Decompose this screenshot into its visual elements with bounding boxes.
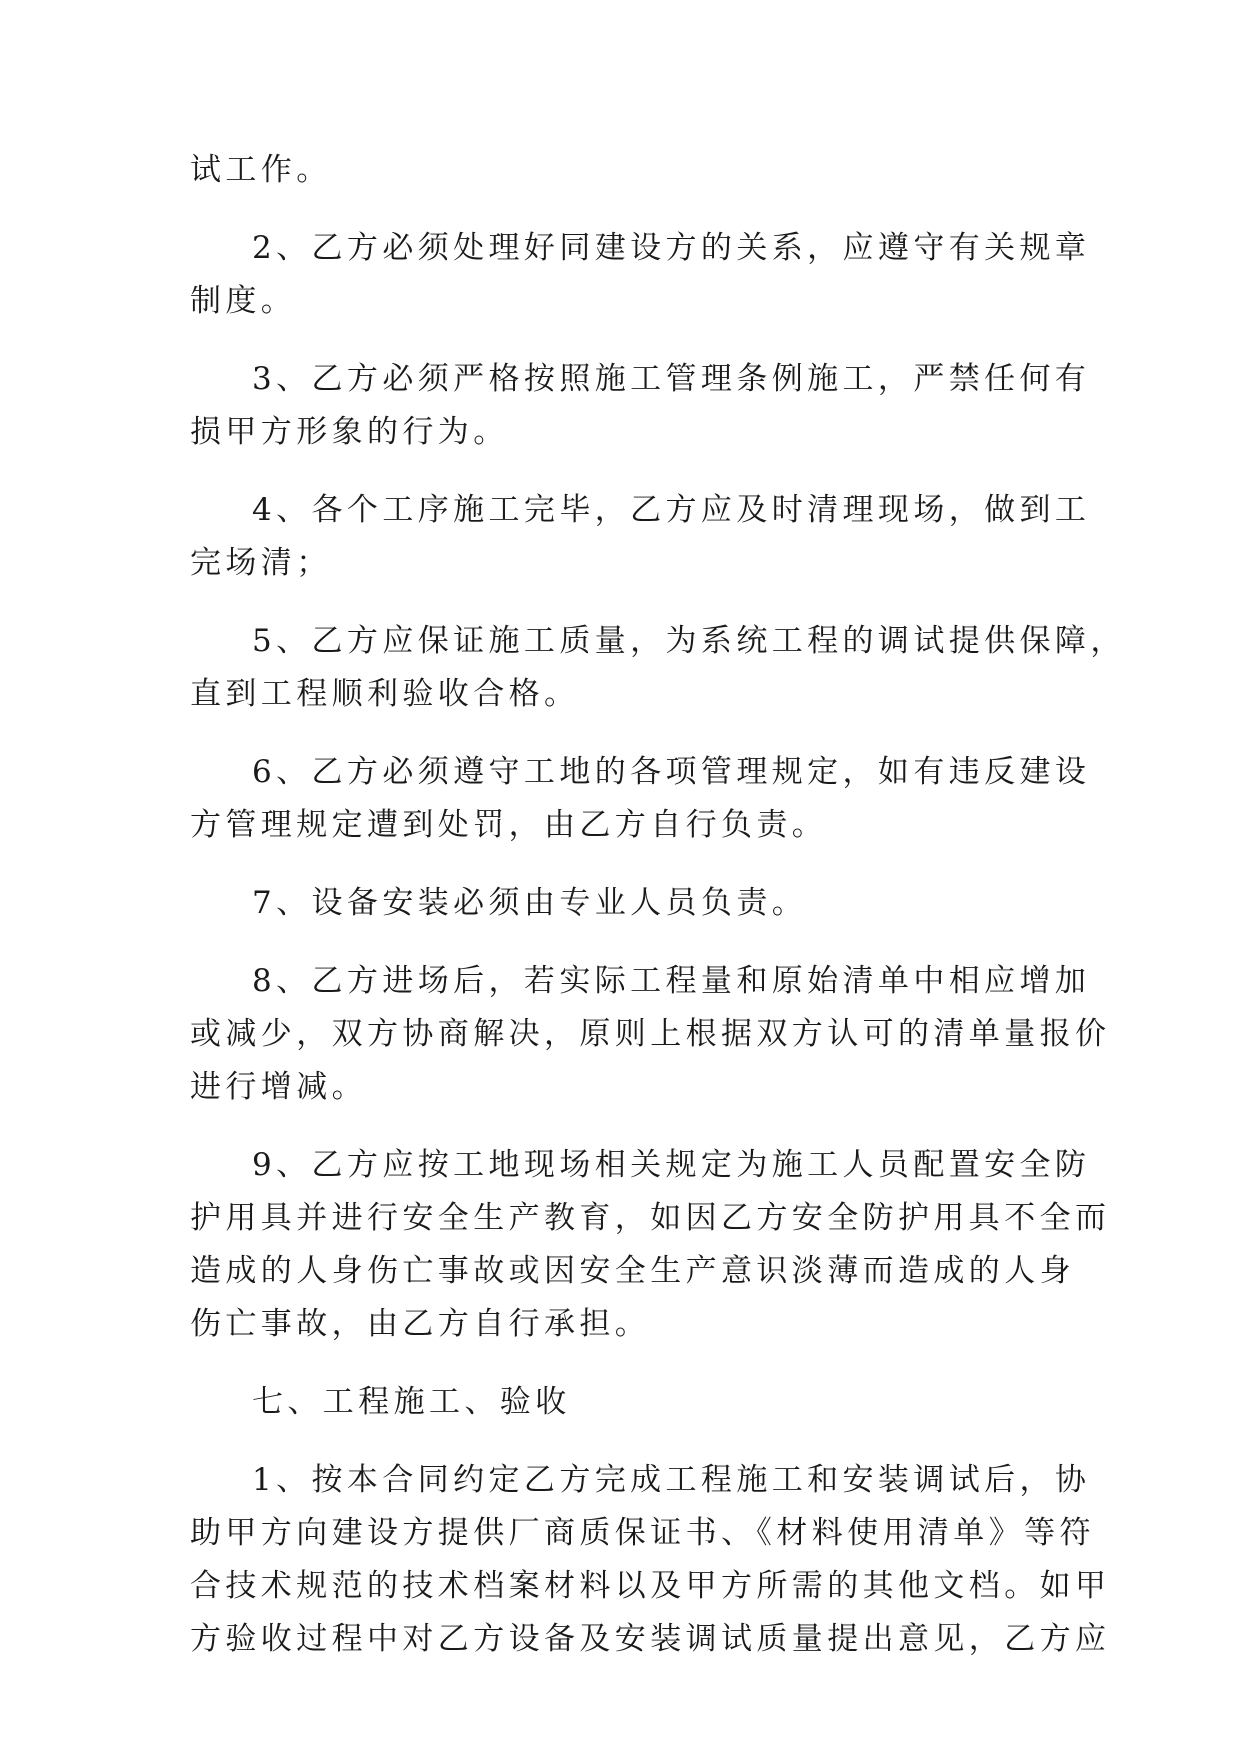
text-line: 试工作。 [190, 152, 332, 188]
text-line: 8、乙方进场后，若实际工程量和原始清单中相应增加 [252, 963, 1091, 999]
text-line: 7、设备安装必须由专业人员负责。 [252, 885, 808, 921]
text-line: 损甲方形象的行为。 [190, 414, 509, 450]
text-line: 进行增减。 [190, 1069, 367, 1105]
text-line: 4、各个工序施工完毕，乙方应及时清理现场，做到工 [252, 492, 1091, 528]
text-line: 合技术规范的技术档案材料以及甲方所需的其他文档。如甲 [190, 1568, 1111, 1604]
text-line: 5、乙方应保证施工质量，为系统工程的调试提供保障， [252, 623, 1126, 659]
text-line: 或减少，双方协商解决，原则上根据双方认可的清单量报价 [190, 1016, 1111, 1052]
text-line: 助甲方向建设方提供厂商质保证书、《材料使用清单》等符 [190, 1515, 1095, 1551]
text-line: 造成的人身伤亡事故或因安全生产意识淡薄而造成的人身 [190, 1253, 1075, 1289]
text-line: 2、乙方必须处理好同建设方的关系，应遵守有关规章 [252, 230, 1091, 266]
text-line: 方管理规定遭到处罚，由乙方自行负责。 [190, 807, 828, 843]
text-line: 直到工程顺利验收合格。 [190, 676, 580, 712]
text-line: 1、按本合同约定乙方完成工程施工和安装调试后，协 [252, 1462, 1091, 1498]
text-line: 9、乙方应按工地现场相关规定为施工人员配置安全防 [252, 1147, 1091, 1183]
text-line: 制度。 [190, 283, 297, 319]
text-line: 3、乙方必须严格按照施工管理条例施工，严禁任何有 [252, 361, 1091, 397]
text-line: 护用具并进行安全生产教育，如因乙方安全防护用具不全而 [190, 1200, 1111, 1236]
text-line: 6、乙方必须遵守工地的各项管理规定，如有违反建设 [252, 754, 1091, 790]
text-line: 方验收过程中对乙方设备及安装调试质量提出意见，乙方应 [190, 1621, 1111, 1657]
text-line: 完场清； [190, 545, 332, 581]
section-heading: 七、工程施工、验收 [252, 1384, 571, 1420]
text-line: 伤亡事故，由乙方自行承担。 [190, 1306, 651, 1342]
